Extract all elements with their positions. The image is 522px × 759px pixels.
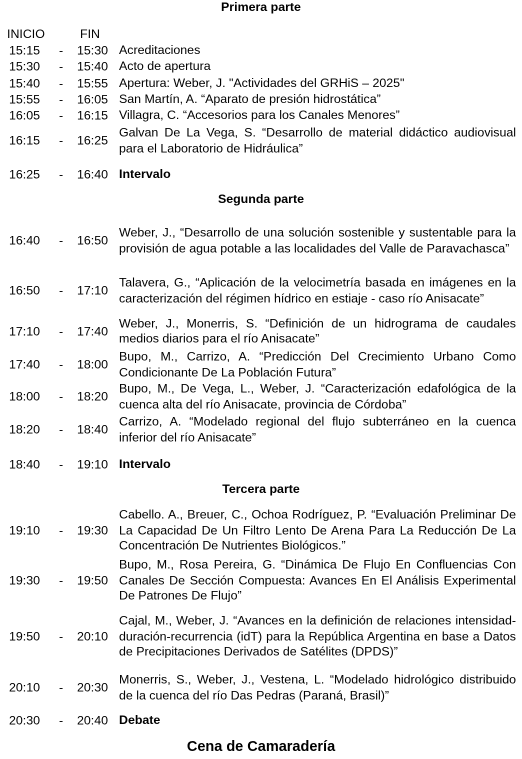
end-time: 15:40 [77, 59, 109, 73]
dash-separator: - [59, 92, 64, 106]
dash-separator: - [59, 629, 64, 644]
section-title-segunda: Segunda parte [217, 192, 305, 206]
end-time: 16:05 [77, 92, 109, 106]
activity-description: Apertura: Weber, J. "Actividades del GRHiS – 2025" [119, 75, 405, 90]
start-time: 18:20 [9, 422, 41, 437]
start-time: 20:10 [9, 680, 41, 695]
schedule-row [0, 274, 522, 308]
dash-separator: - [59, 713, 64, 727]
end-time: 15:30 [77, 43, 109, 57]
end-time: 19:10 [77, 457, 109, 471]
start-time: 20:30 [9, 713, 41, 727]
end-time: 20:10 [77, 629, 109, 644]
dash-separator: - [59, 389, 64, 404]
schedule-row [0, 315, 522, 348]
start-time: 18:00 [9, 389, 41, 404]
dash-separator: - [59, 108, 64, 122]
schedule-row [0, 92, 522, 107]
activity-description: Intervalo [119, 456, 171, 471]
dash-separator: - [59, 283, 64, 298]
dash-separator: - [59, 680, 64, 695]
header-fin: FIN [80, 27, 100, 41]
schedule-row [0, 76, 522, 91]
dash-separator: - [59, 573, 64, 588]
start-time: 16:05 [9, 108, 41, 122]
end-time: 18:40 [77, 422, 109, 437]
dash-separator: - [59, 422, 64, 437]
schedule-row [0, 671, 522, 705]
header-inicio: INICIO [7, 27, 45, 41]
closing-dinner: Cena de Camaradería [186, 739, 336, 755]
activity-description: Debate [119, 712, 161, 727]
activity-description: Monerris, S., Weber, J., Vestena, L. “Modelado hidrológico distribuido de la cuenca del río Das Pedras (Paraná, Brasil)” [119, 672, 516, 702]
end-time: 18:00 [77, 357, 109, 372]
dash-separator: - [59, 76, 64, 90]
activity-description: Bupo, M., De Vega, L., Weber, J. “Caracterización edafológica de la cuenca alta del río Anisacate, provincia de Córdoba” [119, 381, 516, 411]
dash-separator: - [59, 43, 64, 57]
schedule-row [0, 216, 522, 266]
start-time: 18:40 [9, 457, 41, 471]
end-time: 16:25 [77, 133, 109, 148]
dash-separator: - [59, 233, 64, 248]
start-time: 15:55 [9, 92, 41, 106]
activity-description: Cabello. A., Breuer, C., Ochoa Rodríguez, P. “Evaluación Preliminar De La Capacidad De Un Filtro Lento De Arena Para La Reducción De La Concentración De Nutrientes Biológicos.” [119, 507, 516, 553]
start-time: 17:40 [9, 357, 41, 372]
end-time: 15:55 [77, 76, 109, 90]
end-time: 19:50 [77, 573, 109, 588]
end-time: 16:40 [77, 167, 109, 181]
start-time: 16:25 [9, 167, 41, 181]
start-time: 15:30 [9, 59, 41, 73]
start-time: 16:40 [9, 233, 41, 248]
start-time: 15:15 [9, 43, 41, 57]
start-time: 19:50 [9, 629, 41, 644]
activity-description: Weber, J., “Desarrollo de una solución sostenible y sustentable para la provisión de agua potable a las localidades del Valle de Paravachasca” [119, 225, 516, 255]
schedule-row [0, 349, 522, 381]
section-title-primera: Primera parte [221, 0, 301, 14]
dash-separator: - [59, 59, 64, 73]
schedule-row [0, 108, 522, 123]
start-time: 19:10 [9, 523, 41, 538]
end-time: 20:30 [77, 680, 109, 695]
end-time: 17:10 [77, 283, 109, 298]
activity-description: Bupo, M., Carrizo, A. “Predicción Del Crecimiento Urbano Como Condicionante De La Población Futura” [119, 349, 516, 379]
schedule-row [0, 506, 522, 556]
schedule-row [0, 556, 522, 606]
schedule-row [0, 612, 522, 662]
start-time: 17:10 [9, 324, 41, 338]
schedule-row [0, 713, 522, 728]
start-time: 15:40 [9, 76, 41, 90]
schedule-row [0, 59, 522, 74]
dash-separator: - [59, 133, 64, 148]
end-time: 19:30 [77, 523, 109, 538]
dash-separator: - [59, 457, 64, 471]
dash-separator: - [59, 324, 64, 338]
activity-description: Carrizo, A. “Modelado regional del flujo subterráneo en la cuenca inferior del río Anisacate” [119, 414, 516, 444]
start-time: 16:15 [9, 133, 41, 148]
activity-description: Bupo, M., Rosa Pereira, G. “Dinámica De Flujo En Confluencias Con Canales De Sección Compuesta: Avances En El Análisis Experimental De Patrones De Flujo” [119, 557, 516, 603]
schedule-row [0, 414, 522, 446]
activity-description: Intervalo [119, 166, 171, 181]
activity-description: Weber, J., Monerris, S. “Definición de un hidrograma de caudales medios diarios para el río Anisacate” [119, 315, 516, 346]
dash-separator: - [59, 523, 64, 538]
end-time: 18:20 [77, 389, 109, 404]
activity-description: Galvan De La Vega, S. “Desarrollo de material didáctico audiovisual para el Laboratorio de Hidráulica” [119, 125, 516, 155]
schedule-row [0, 43, 522, 58]
end-time: 17:40 [77, 324, 109, 338]
activity-description: Villagra, C. “Accesorios para los Canales Menores” [119, 107, 400, 122]
activity-description: San Martín, A. “Aparato de presión hidrostática” [119, 91, 381, 106]
start-time: 19:30 [9, 573, 41, 588]
activity-description: Acreditaciones [119, 42, 201, 57]
dash-separator: - [59, 357, 64, 372]
start-time: 16:50 [9, 283, 41, 298]
end-time: 16:50 [77, 233, 109, 248]
activity-description: Talavera, G., “Aplicación de la velocimetría basada en imágenes en la caracterización del régimen hídrico en estiaje - caso río Anisacate” [119, 275, 516, 305]
section-title-tercera: Tercera parte [222, 482, 300, 496]
schedule-row [0, 381, 522, 413]
dash-separator: - [59, 167, 64, 181]
activity-description: Cajal, M., Weber, J. “Avances en la definición de relaciones intensidad-duración-recurrencia (idT) para la República Argentina en base a Datos de Precipitaciones Derivados de Satélites (DPDS)” [119, 613, 516, 659]
schedule-row [0, 125, 522, 157]
end-time: 16:15 [77, 108, 109, 122]
schedule-row [0, 457, 522, 472]
activity-description: Acto de apertura [119, 58, 211, 73]
schedule-row [0, 167, 522, 182]
end-time: 20:40 [77, 713, 109, 727]
